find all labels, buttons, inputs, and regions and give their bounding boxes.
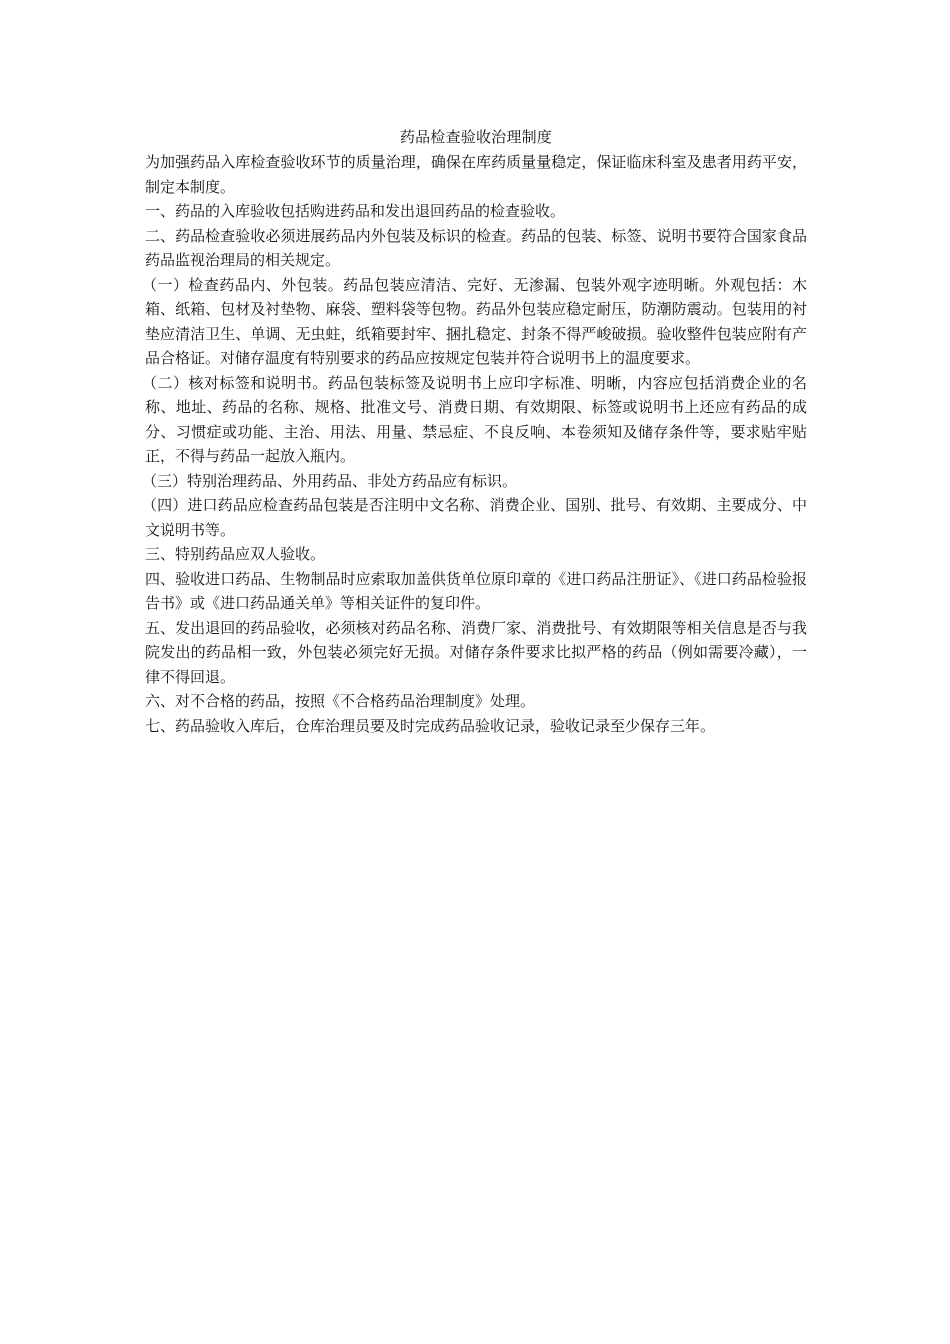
clause-2-sub-1: （一）检查药品内、外包装。药品包装应清洁、完好、无渗漏、包装外观字迹明晰。外观包括：木箱、纸箱、包材及衬垫物、麻袋、塑料袋等包物。药品外包装应稳定耐压，防潮防震动。包装用的衬垫应清洁卫生、单调、无虫蛀，纸箱要封牢、捆扎稳定、封条不得严峻破损。验收整件包装应附有产品合格证。对储存温度有特别要求的药品应按规定包装并符合说明书上的温度要求。 <box>142 275 807 367</box>
clause-2-sub-3: （三）特别治理药品、外用药品、非处方药品应有标识。 <box>142 471 518 490</box>
clause-6: 六、对不合格的药品，按照《不合格药品治理制度》处理。 <box>145 692 536 710</box>
document-body <box>142 126 807 738</box>
clause-2: 二、药品检查验收必须进展药品内外包装及标识的检查。药品的包装、标签、说明书要符合国家食品药品监视治理局的相关规定。 <box>145 226 807 269</box>
clause-4: 四、验收进口药品、生物制品时应索取加盖供货单位原印章的《进口药品注册证》、《进口药品检验报告书》或《进口药品通关单》等相关证件的复印件。 <box>145 569 807 612</box>
clause-1: 一、药品的入库验收包括购进药品和发出退回药品的检查验收。 <box>145 202 566 220</box>
clause-2-sub-4: （四）进口药品应检查药品包装是否注明中文名称、消费企业、国别、批号、有效期、主要成分、中文说明书等。 <box>142 496 807 539</box>
clause-7: 七、药品验收入库后，仓库治理员要及时完成药品验收记录，验收记录至少保存三年。 <box>145 716 716 735</box>
clause-3: 三、特别药品应双人验收。 <box>145 545 326 563</box>
intro-paragraph: 为加强药品入库检查验收环节的质量治理，确保在库药质量量稳定，保证临床科室及患者用药平安，制定本制度。 <box>145 153 807 196</box>
document-title: 药品检查验收治理制度 <box>399 128 552 146</box>
clause-2-sub-2: （二）核对标签和说明书。药品包装标签及说明书上应印字标准、明晰，内容应包括消费企业的名称、地址、药品的名称、规格、批准文号、消费日期、有效期限、标签或说明书上还应有药品的成分、习惯症或功能、主治、用法、用量、禁忌症、不良反响、本卷须知及储存条件等，要求贴牢贴正，不得与药品一起放入瓶内。 <box>142 373 807 465</box>
clause-5: 五、发出退回的药品验收，必须核对药品名称、消费厂家、消费批号、有效期限等相关信息是否与我院发出的药品相一致，外包装必须完好无损。对储存条件要求比拟严格的药品（例如需要冷藏），一律不得回退。 <box>145 618 807 686</box>
